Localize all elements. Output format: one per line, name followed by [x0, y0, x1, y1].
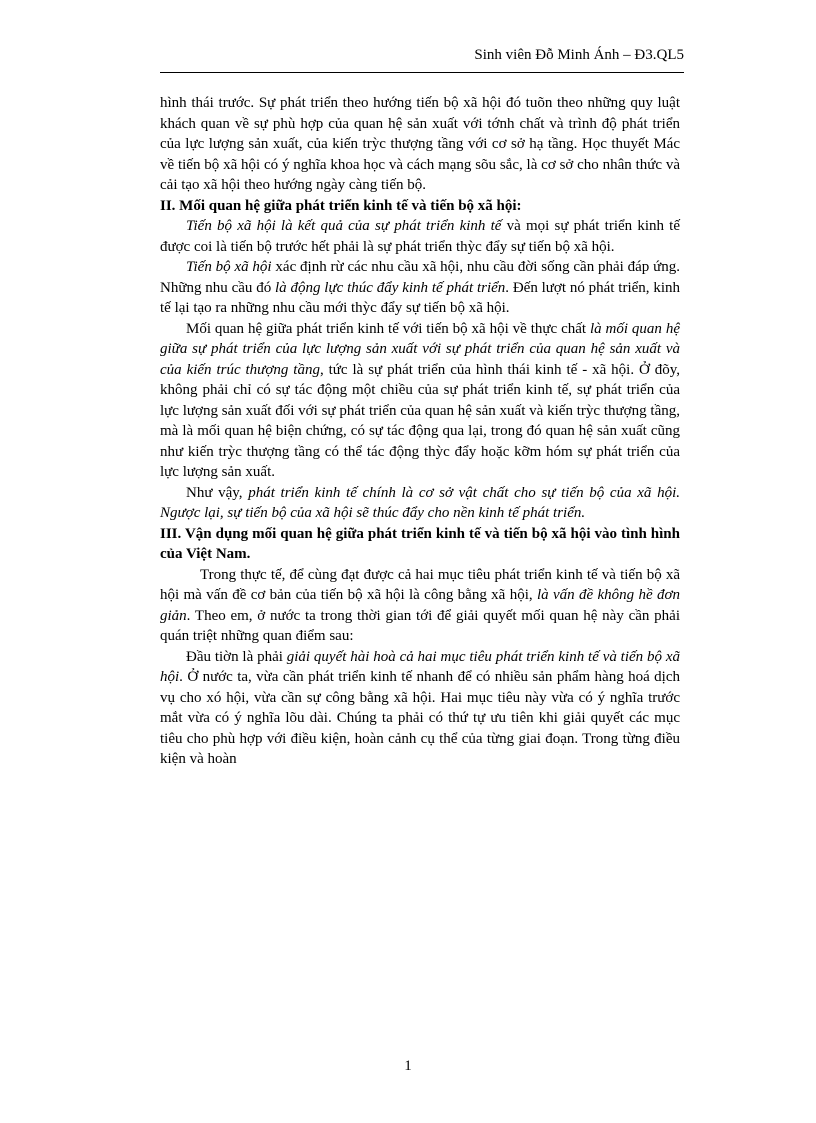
paragraph-text: Mối quan hệ giữa phát triển kinh tế với tiến bộ xã hội về thực chất — [186, 320, 590, 337]
section-2-paragraph-2 — [160, 257, 680, 319]
italic-phrase: là mối quan hệ giữa sự phát triển của lực lượng sản xuất với sự phát triển của quan hệ sản xuất và của kiến trúc thượng tầng — [160, 320, 680, 378]
page-header: Sinh viên Đỗ Minh Ánh – Đ3.QL5 — [474, 47, 684, 63]
paragraph-text: xác định rừ các nhu cầu xã hội, nhu cầu đời sống cần phải đáp ứng. Những nhu cầu đó — [160, 259, 680, 296]
italic-phrase: Tiến bộ xã hội — [186, 259, 272, 275]
paragraph-text: . Theo em, ở nước ta trong thời gian tới để giải quyết mối quan hệ này cần phải quán triệt những quan điểm sau: — [160, 607, 680, 644]
section-3-paragraph-1 — [160, 565, 680, 647]
italic-phrase: là động lực thúc đẩy kinh tế phát triển — [275, 279, 506, 296]
paragraph-text: Như vậy, — [186, 484, 249, 501]
document-body — [160, 93, 680, 770]
paragraph-text: . Đến lượt nó phát triển, kinh tế lại tạo ra những nhu cầu mới thỳc đẩy sự tiến bộ xã hội. — [160, 279, 680, 316]
section-2-paragraph-1 — [160, 216, 680, 257]
section-2-paragraph-3 — [160, 319, 680, 483]
italic-phrase: Tiến bộ xã hội là kết quả của sự phát triển kinh tế — [186, 218, 502, 234]
section-3-paragraph-2 — [160, 647, 680, 770]
paragraph-text: , tức là sự phát triển của hình thái kinh tế - xã hội. Ở đõy, không phải chỉ có sự tác động một chiều của sự phát triển kinh tế, sự phát triển của lực lượng sản xuất đối với sự phát triển của quan hệ sản xuất và kiến trỳc thượng tầng, mà là mối quan hệ biện chứng, có sự tác động qua lại, trong đó quan hệ sản xuất cũng như kiến trỳc thượng tầng có thể tác động thỳc đẩy hoặc kỡm hóm sự phát triển của lực lượng sản xuất. — [160, 361, 680, 480]
paragraph-text: . Ở nước ta, vừa cần phát triển kinh tế nhanh để có nhiều sản phẩm hàng hoá dịch vụ cho xó hội, vừa cần sự công bằng xã hội. Hai mục tiêu này vừa có ý nghĩa trước mắt vừa có ý nghĩa lõu dài. Chúng ta phải có thứ tự ưu tiên khi giải quyết các mục tiêu cho phù hợp với điều kiện, hoàn cảnh cụ thể của từng giai đoạn. Trong từng điều kiện và hoàn — [160, 669, 680, 767]
italic-phrase: giải quyết hài hoà cả hai mục tiêu phát triển kinh tế và tiến bộ xã hội — [160, 648, 680, 685]
section-2-heading: II. Mối quan hệ giữa phát triển kinh tế và tiến bộ xã hội: — [160, 197, 522, 214]
paragraph-text: và mọi sự phát triển kinh tế được coi là tiến bộ trước hết phải là sự phát triển thỳc đẩy sự tiến bộ xã hội. — [160, 218, 681, 255]
header-rule — [160, 72, 684, 73]
intro-paragraph: hình thái trước. Sự phát triển theo hướng tiến bộ xã hội đó tuõn theo những quy luật khách quan về sự phù hợp của quan hệ sản xuất với tớnh chất và trình độ phát triển của lực lượng sản xuất, của kiến trỳc thượng tầng với cơ sở hạ tầng. Học thuyết Mác về tiến bộ xã hội có ý nghĩa khoa học và cách mạng sõu sắc, là cơ sở cho nhân thức và cải tạo xã hội theo hướng ngày càng tiến bộ. — [160, 95, 680, 193]
page-number: 1 — [404, 1058, 412, 1074]
paragraph-text: Đầu tiờn là phải — [186, 648, 287, 665]
italic-phrase: là vấn đề không hề đơn giản — [160, 587, 680, 624]
paragraph-text: Trong thực tế, để cùng đạt được cả hai mục tiêu phát triển kinh tế và tiến bộ xã hội mà vấn đề cơ bản của tiến bộ xã hội là công bằng xã hội, — [160, 566, 680, 603]
section-3-heading: III. Vận dụng mối quan hệ giữa phát triển kinh tế và tiến bộ xã hội vào tình hình của Việt Nam. — [160, 525, 680, 562]
section-2-paragraph-4 — [160, 483, 680, 524]
italic-phrase: phát triển kinh tế chính là cơ sở vật chất cho sự tiến bộ của xã hội. Ngược lại, sự tiến bộ của xã hội sẽ thúc đẩy cho nền kinh tế phát triển. — [160, 484, 680, 521]
